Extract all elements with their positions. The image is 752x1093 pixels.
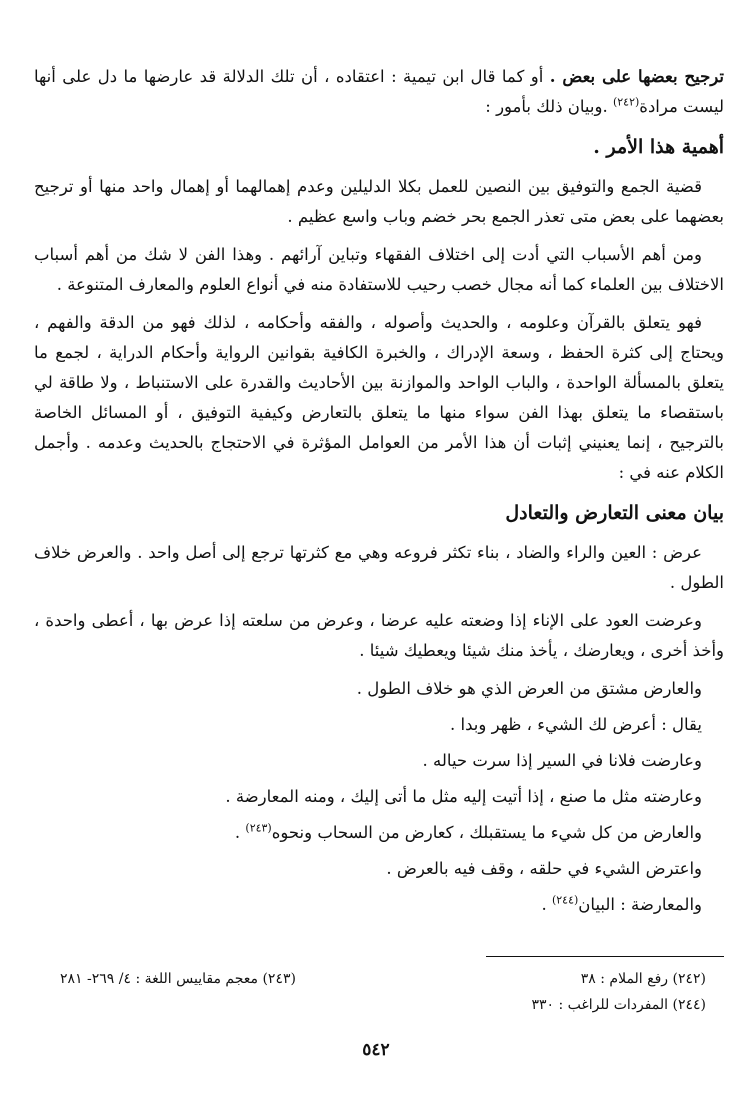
- footnote-ref-243[interactable]: (٢٤٣): [245, 821, 272, 835]
- definition-line-3: وعارضت فلانا في السير إذا سرت حياله .: [422, 751, 702, 770]
- definition-line-5: والعارض من كل شيء ما يستقبلك ، كعارض من السحاب ونحوه$^{(٢٤٣)}$ .: [234, 821, 702, 842]
- definition-line-1: والعارض مشتق من العرض الذي هو خلاف الطول .: [356, 679, 702, 698]
- footnote-row-2: [60, 992, 706, 1018]
- definition-line-7-text: والمعارضة : البيان: [578, 895, 702, 914]
- heading-meaning: بيان معنى التعارض والتعادل: [505, 502, 724, 524]
- definition-line-6: واعترض الشيء في حلقه ، وقف فيه بالعرض .: [386, 859, 702, 878]
- heading-importance: أهمية هذا الأمر .: [593, 136, 724, 158]
- definition-line-7: والمعارضة : البيان$^{(٢٤٤)}$ .: [541, 893, 702, 914]
- footnote-243: (٢٤٣) معجم مقاييس اللغة : ٤/ ٢٦٩- ٢٨١: [60, 971, 296, 987]
- importance-paragraph-3: فهو يتعلق بالقرآن وعلومه ، والحديث وأصوله ، والفقه وأحكامه ، لذلك فهو من الدقة والفهم ، ويحتاج إلى كثرة الحفظ ، وسعة الإدراك ، والخبرة الكافية بقوانين الرواية وأحكام الدراية ، لجمع ما يتعلق بالمسألة الواحدة ، والباب الواحد والموازنة بين الأحاديث والقدرة على الاستنباط ، ولا طاقة لي باستقصاء ما يتعلق بهذا الفن سواء منها ما يتعلق بالتعارض وكيفية التوفيق ، أو المسائل الخاصة بالترجيح ، إنما يعنيني إثبات أن هذا الأمر من العوامل المؤثرة في الاحتجاج بالحديث وعدمه . وأجمل الكلام عنه في :: [34, 313, 724, 482]
- page-number: ٥٤٢: [362, 1040, 390, 1060]
- footnotes: [60, 966, 706, 1018]
- importance-paragraph-2: ومن أهم الأسباب التي أدت إلى اختلاف الفقهاء وتباين آرائهم . وهذا الفن لا شك من أهم أسباب الاختلاف بين العلماء كما أنه مجال خصب رحيب للاستفادة منه في أنواع العلوم والمعارف المتنوعة .: [34, 245, 724, 294]
- intro-bold-phrase: ترجيح بعضها على بعض .: [549, 67, 724, 86]
- footnote-ref-244[interactable]: (٢٤٤): [551, 893, 579, 907]
- meaning-paragraph-1: عرض : العين والراء والضاد ، بناء تكثر فروعه وهي مع كثرتها ترجع إلى أصل واحد . والعرض خلاف الطول .: [34, 543, 724, 592]
- definition-line-5-text: والعارض من كل شيء ما يستقبلك ، كعارض من السحاب ونحوه: [271, 823, 702, 842]
- intro-text-end: .وبيان ذلك بأمور :: [485, 97, 613, 116]
- intro-paragraph: [34, 62, 724, 122]
- intro-text: أو كما قال ابن تيمية : اعتقاده ، أن تلك الدلالة قد عارضها ما دل على أنها ليست مرادة: [34, 67, 724, 116]
- footnote-separator: [486, 956, 724, 957]
- importance-paragraph-1: قضية الجمع والتوفيق بين النصين للعمل بكلا الدليلين وعدم إهمالهما أو إهمال واحد منها أو ترجيح بعضهما على بعض متى تعذر الجمع بحر خضم وباب واسع عظيم .: [34, 177, 724, 226]
- footnote-242: (٢٤٢) رفع الملام : ٣٨: [580, 971, 706, 987]
- footnote-row-1: [60, 966, 706, 992]
- meaning-paragraph-2: وعرضت العود على الإناء إذا وضعته عليه عرضا ، وعرض من سلعته إذا عرض بها ، أعطى واحدة ، وأخذ أخرى ، ويعارضك ، يأخذ منك شيئا ويعطيك شيئا .: [34, 611, 724, 660]
- definition-line-2: يقال : أعرض لك الشيء ، ظهر وبدا .: [450, 715, 702, 734]
- definition-line-4: وعارضته مثل ما صنع ، إذا أتيت إليه مثل ما أتى إليك ، ومنه المعارضة .: [225, 787, 702, 806]
- footnote-244: (٢٤٤) المفردات للراغب : ٣٣٠: [531, 997, 706, 1013]
- page-body: [34, 62, 724, 926]
- footnote-ref-242[interactable]: (٢٤٢): [612, 95, 640, 109]
